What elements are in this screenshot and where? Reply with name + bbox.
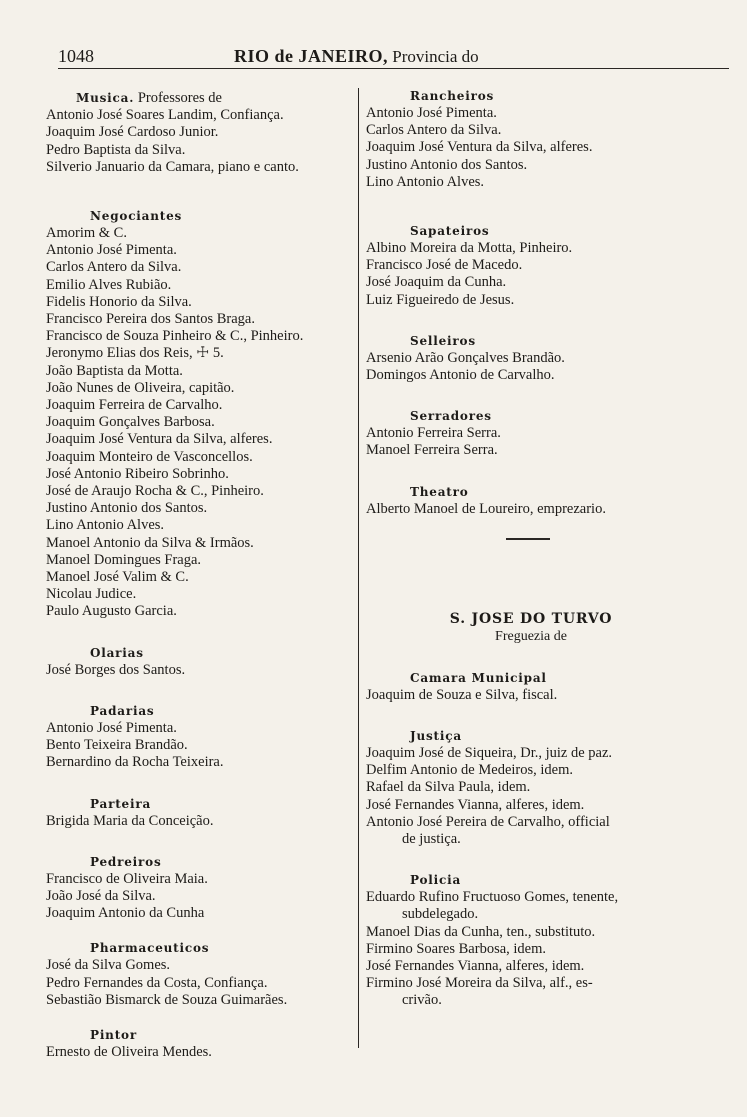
section-heading: Rancheiros bbox=[410, 89, 495, 103]
list-item: Justino Antonio dos Santos. bbox=[366, 156, 528, 173]
list-item: Albino Moreira da Motta, Pinheiro. bbox=[366, 240, 573, 257]
list-item: Joaquim Gonçalves Barbosa. bbox=[46, 414, 215, 431]
list-item: Brigida Maria da Conceição. bbox=[46, 812, 214, 829]
list-item: Joaquim José de Siqueira, Dr., juiz de paz. bbox=[366, 745, 613, 762]
list-item: Domingos Antonio de Carvalho. bbox=[366, 367, 555, 384]
section-heading: Padarias bbox=[90, 703, 155, 718]
list-item: João Nunes de Oliveira, capitão. bbox=[46, 379, 235, 396]
list-item: Manoel Antonio da Silva & Irmãos. bbox=[46, 534, 254, 551]
list-item: Sebastião Bismarck de Souza Guimarães. bbox=[46, 991, 288, 1008]
list-item: Pedro Fernandes da Costa, Confiança. bbox=[46, 974, 268, 991]
list-item: Ernesto de Oliveira Mendes. bbox=[46, 1043, 212, 1060]
list-item: José da Silva Gomes. bbox=[46, 957, 171, 974]
section-heading: Selleiros bbox=[410, 333, 476, 348]
list-item: subdelegado. bbox=[402, 906, 479, 923]
list-item: Francisco Pereira dos Santos Braga. bbox=[46, 311, 255, 328]
left-column bbox=[46, 90, 358, 1061]
list-item: Alberto Manoel de Loureiro, emprezario. bbox=[366, 500, 606, 517]
section-heading: Pharmaceuticos bbox=[90, 941, 210, 956]
list-item: Antonio Ferreira Serra. bbox=[366, 425, 501, 442]
list-item: Luiz Figueiredo de Jesus. bbox=[366, 291, 515, 308]
column-divider bbox=[358, 88, 359, 1048]
list-item: José Joaquim da Cunha. bbox=[366, 274, 507, 291]
section-heading: Serradores bbox=[410, 409, 492, 424]
list-item: Lino Antonio Alves. bbox=[46, 517, 165, 534]
list-item: João Baptista da Motta. bbox=[46, 362, 183, 379]
list-item: Pedro Baptista da Silva. bbox=[46, 141, 186, 158]
section-parteira bbox=[46, 796, 358, 830]
list-item: Antonio José Pimenta. bbox=[46, 242, 177, 259]
list-item: Delfim Antonio de Medeiros, idem. bbox=[366, 762, 573, 779]
list-item: Carlos Antero da Silva. bbox=[46, 259, 182, 276]
running-head-bold: RIO de JANEIRO, bbox=[234, 46, 389, 66]
section-rancheiros bbox=[366, 88, 696, 191]
list-item: Lino Antonio Alves. bbox=[366, 173, 485, 190]
section-heading: Pintor bbox=[90, 1027, 137, 1042]
page-number: 1048 bbox=[58, 46, 94, 66]
section-heading: Camara Municipal bbox=[410, 670, 547, 685]
section-heading: Musica. bbox=[76, 91, 135, 105]
list-item: Joaquim Antonio da Cunha bbox=[46, 905, 205, 922]
list-item: de justiça. bbox=[402, 831, 461, 848]
section-pintor bbox=[46, 1027, 358, 1061]
list-item: Francisco de Oliveira Maia. bbox=[46, 870, 208, 887]
list-item: Rafael da Silva Paula, idem. bbox=[366, 779, 531, 796]
section-pharmaceuticos bbox=[46, 940, 358, 1009]
list-item: Amorim & C. bbox=[46, 225, 127, 242]
list-item: Jeronymo Elias dos Reis, ☩ 5. bbox=[46, 345, 224, 362]
place-subtitle: Freguezia de bbox=[495, 628, 567, 644]
list-item: Manoel José Valim & C. bbox=[46, 569, 189, 586]
list-item: Joaquim Ferreira de Carvalho. bbox=[46, 397, 223, 414]
list-item: Fidelis Honorio da Silva. bbox=[46, 293, 192, 310]
list-item: José Borges dos Santos. bbox=[46, 661, 186, 678]
list-item: Antonio José Pimenta. bbox=[366, 105, 497, 121]
list-item: Emilio Alves Rubião. bbox=[46, 276, 172, 293]
list-item: Carlos Antero da Silva. bbox=[366, 122, 502, 139]
section-heading: Policia bbox=[410, 873, 462, 888]
running-head-rest: Provincia do bbox=[388, 47, 479, 66]
musica-heading-line bbox=[46, 90, 358, 107]
section-heading: Olarias bbox=[90, 645, 144, 660]
section-olarias bbox=[46, 645, 358, 679]
list-item: Nicolau Judice. bbox=[46, 586, 137, 603]
list-item: João José da Silva. bbox=[46, 887, 156, 904]
section-selleiros bbox=[366, 333, 696, 384]
running-head bbox=[234, 46, 479, 67]
list-item: Eduardo Rufino Fructuoso Gomes, tenente, bbox=[366, 889, 619, 906]
list-item: Joaquim de Souza e Silva, fiscal. bbox=[366, 686, 558, 703]
section-heading: Justiça bbox=[410, 729, 462, 744]
list-item: Manoel Domingues Fraga. bbox=[46, 551, 202, 568]
section-heading: Theatro bbox=[410, 484, 469, 499]
section-pedreiros bbox=[46, 854, 358, 923]
list-item: Justino Antonio dos Santos. bbox=[46, 500, 208, 517]
list-item: Joaquim José Ventura da Silva, alferes. bbox=[366, 139, 593, 156]
list-item: Firmino José Moreira da Silva, alf., es- bbox=[366, 975, 593, 992]
list-item: Silverio Januario da Camara, piano e canto. bbox=[46, 158, 299, 175]
section-negociantes bbox=[46, 208, 358, 621]
section-padarias bbox=[46, 703, 358, 772]
list-item: crivão. bbox=[402, 992, 442, 1009]
section-heading: Pedreiros bbox=[90, 854, 162, 869]
list-item: Antonio José Pimenta. bbox=[46, 719, 177, 736]
list-item: Firmino Soares Barbosa, idem. bbox=[366, 940, 547, 957]
section-serradores bbox=[366, 408, 696, 459]
section-sapateiros bbox=[366, 223, 696, 309]
section-heading: Parteira bbox=[90, 796, 152, 811]
section-justica bbox=[366, 728, 696, 848]
musica-heading-rest: Professores de bbox=[134, 90, 222, 106]
header-rule bbox=[58, 68, 729, 69]
right-column bbox=[366, 88, 696, 1010]
list-item: José Fernandes Vianna, alferes, idem. bbox=[366, 796, 585, 813]
section-heading: Sapateiros bbox=[410, 224, 490, 239]
list-item: Joaquim Monteiro de Vasconcellos. bbox=[46, 448, 253, 465]
list-item: Francisco de Souza Pinheiro & C., Pinheiro. bbox=[46, 328, 304, 345]
list-item: Antonio José Pereira de Carvalho, official bbox=[366, 813, 610, 830]
list-item: Paulo Augusto Garcia. bbox=[46, 603, 177, 620]
list-item: Antonio José Soares Landim, Confiança. bbox=[46, 107, 284, 124]
list-item: José Antonio Ribeiro Sobrinho. bbox=[46, 465, 229, 482]
list-item: Arsenio Arão Gonçalves Brandão. bbox=[366, 349, 565, 366]
list-item: Francisco José de Macedo. bbox=[366, 257, 523, 274]
list-item: Bento Teixeira Brandão. bbox=[46, 737, 188, 754]
list-item: Joaquim José Ventura da Silva, alferes. bbox=[46, 431, 273, 448]
list-item: José de Araujo Rocha & C., Pinheiro. bbox=[46, 483, 264, 500]
section-camara bbox=[366, 670, 696, 704]
section-heading: Negociantes bbox=[90, 209, 183, 224]
section-musica bbox=[46, 90, 358, 176]
section-turvo bbox=[366, 610, 696, 646]
section-theatro bbox=[366, 484, 696, 518]
list-item: Manoel Dias da Cunha, ten., substituto. bbox=[366, 923, 596, 940]
list-item: Bernardino da Rocha Teixeira. bbox=[46, 754, 224, 771]
list-item: José Fernandes Vianna, alferes, idem. bbox=[366, 958, 585, 975]
list-item: Joaquim José Cardoso Junior. bbox=[46, 124, 219, 141]
place-title: S. JOSE DO TURVO bbox=[449, 610, 613, 627]
section-policia bbox=[366, 872, 696, 1009]
list-item: Manoel Ferreira Serra. bbox=[366, 442, 498, 459]
page-header bbox=[58, 46, 747, 70]
